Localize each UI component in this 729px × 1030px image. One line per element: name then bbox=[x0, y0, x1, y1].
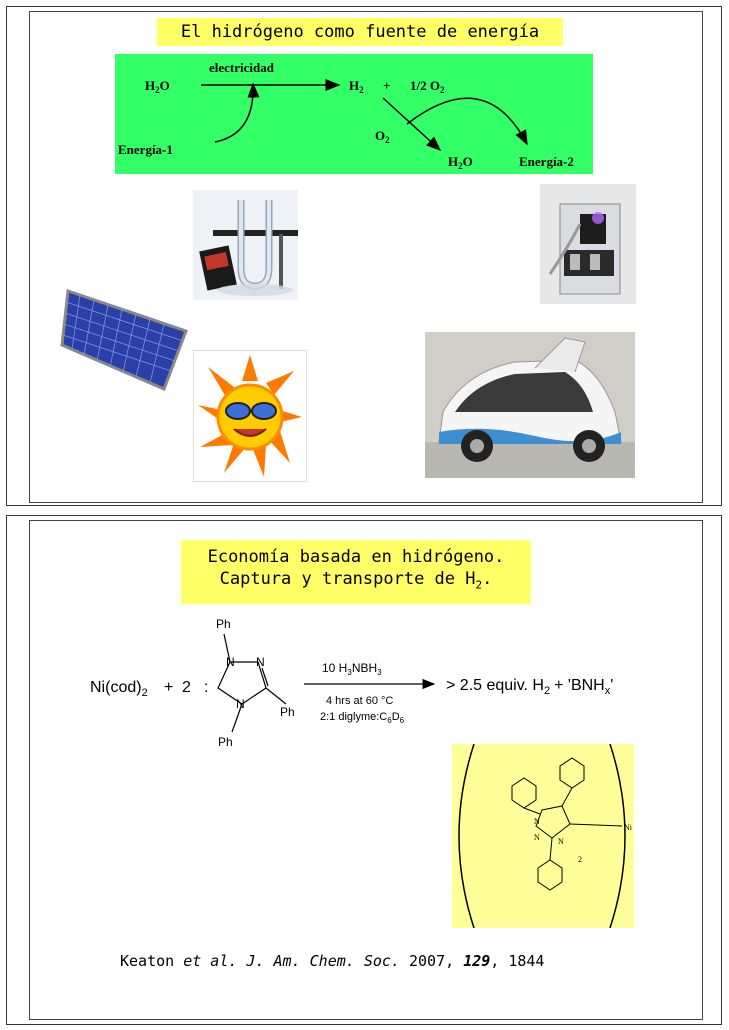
triazole-n1: N bbox=[226, 655, 235, 669]
complex-count: 2 bbox=[578, 855, 582, 864]
triazole-n3: N bbox=[236, 697, 245, 711]
phenyl-bottom: Ph bbox=[218, 735, 233, 749]
fuel-cell-car-photo bbox=[425, 332, 635, 478]
plus-sign: + bbox=[383, 78, 391, 93]
reaction-product: > 2.5 equiv. $H_2$ + '$BNH_x$' bbox=[446, 677, 614, 697]
journal-reference: Keaton et al. J. Am. Chem. Soc. 2007, 129, 1844 bbox=[120, 952, 545, 970]
fuel-cell-illustration bbox=[540, 184, 636, 304]
triazole-ring bbox=[218, 634, 286, 732]
complex-n-c: N bbox=[558, 837, 564, 846]
nickel-complex-structure bbox=[452, 744, 634, 928]
slide-1-title: El hidrógeno como fuente de energía bbox=[157, 18, 563, 46]
electrolysis-photo bbox=[193, 190, 298, 300]
h2o-left-label: $H_2O$ bbox=[145, 78, 170, 95]
coefficient: 2 bbox=[182, 679, 191, 696]
phenyl-right: Ph bbox=[280, 705, 295, 719]
energia-1-label: Energía-1 bbox=[118, 142, 173, 157]
sun-cartoon bbox=[193, 350, 307, 482]
complex-n-a: N bbox=[534, 817, 540, 826]
half-o2-label: 1/2 $O_2$ bbox=[410, 78, 445, 95]
reaction-scheme bbox=[90, 612, 650, 752]
plus-sign-1: + bbox=[164, 679, 174, 696]
energy-scheme bbox=[115, 54, 593, 174]
slide-2-title-line-1: Economía basada en hidrógeno. bbox=[207, 547, 505, 567]
electricidad-label: electricidad bbox=[209, 60, 274, 75]
complex-n-b: N bbox=[534, 833, 540, 842]
triazole-n2: N bbox=[256, 655, 265, 669]
energy-scheme-box bbox=[115, 54, 593, 174]
slide-2-title bbox=[181, 540, 531, 604]
condition-time: 4 hrs at 60 °C bbox=[326, 695, 394, 707]
combustion-arrow bbox=[383, 98, 440, 150]
energy1-curve bbox=[215, 84, 253, 142]
nickel-reagent: $Ni(cod)_2$ bbox=[90, 679, 148, 699]
complex-drawing bbox=[452, 744, 634, 928]
carbene-colon: : bbox=[204, 679, 209, 696]
fuel-cell-photo bbox=[540, 184, 636, 304]
solar-panel-illustration bbox=[60, 285, 188, 395]
h2-label: $H_2$ bbox=[349, 78, 364, 95]
car-illustration bbox=[425, 332, 635, 478]
sun-illustration bbox=[194, 351, 306, 481]
energia-2-label: Energía-2 bbox=[519, 154, 574, 169]
reagent-label: 10 $H_3NBH_3$ bbox=[322, 661, 382, 677]
electrolysis-illustration bbox=[193, 190, 298, 300]
phenyl-top: Ph bbox=[216, 617, 231, 631]
solar-panel-photo bbox=[60, 285, 188, 395]
condition-solvent: 2:1 $diglyme:C_6D_6$ bbox=[320, 711, 405, 725]
h2o-right-label: $H_2O$ bbox=[448, 154, 473, 171]
slide-2-title-line-2: Captura y transporte de $H_2$. bbox=[219, 569, 493, 592]
complex-ni: Ni bbox=[624, 823, 632, 832]
o2-label: $O_2$ bbox=[375, 128, 390, 145]
